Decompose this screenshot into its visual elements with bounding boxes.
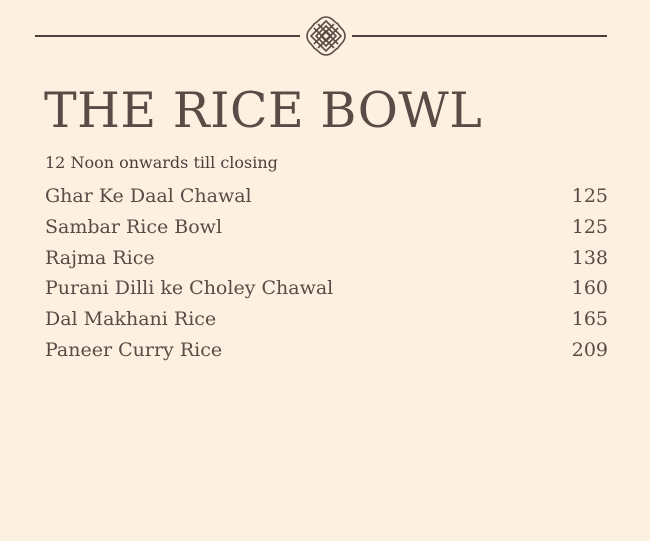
- menu-item-name: Sambar Rice Bowl: [45, 215, 223, 238]
- menu-item-name: Purani Dilli ke Choley Chawal: [45, 277, 334, 300]
- menu-item-price: 209: [571, 338, 608, 361]
- menu-list: [45, 185, 608, 370]
- menu-item-name: Dal Makhani Rice: [45, 308, 217, 331]
- menu-item-price: 138: [571, 246, 608, 269]
- menu-item: [45, 247, 608, 278]
- menu-item-name: Paneer Curry Rice: [45, 338, 223, 361]
- menu-item: [45, 185, 608, 216]
- menu-item: [45, 216, 608, 247]
- menu-item: [45, 308, 608, 339]
- header-ornament-row: [0, 0, 650, 70]
- menu-item-price: 125: [571, 215, 608, 238]
- section-title: THE RICE BOWL: [44, 82, 483, 139]
- menu-item-name: Rajma Rice: [45, 246, 155, 269]
- menu-item-price: 160: [571, 277, 608, 300]
- menu-item-price: 165: [571, 308, 608, 331]
- section-subtitle: 12 Noon onwards till closing: [45, 153, 278, 172]
- menu-item: [45, 339, 608, 370]
- menu-item: [45, 277, 608, 308]
- divider-line-right: [352, 35, 607, 37]
- menu-item-name: Ghar Ke Daal Chawal: [45, 185, 252, 207]
- divider-line-left: [35, 35, 300, 37]
- lattice-knot-icon: [305, 15, 347, 57]
- menu-item-price: 125: [571, 185, 608, 207]
